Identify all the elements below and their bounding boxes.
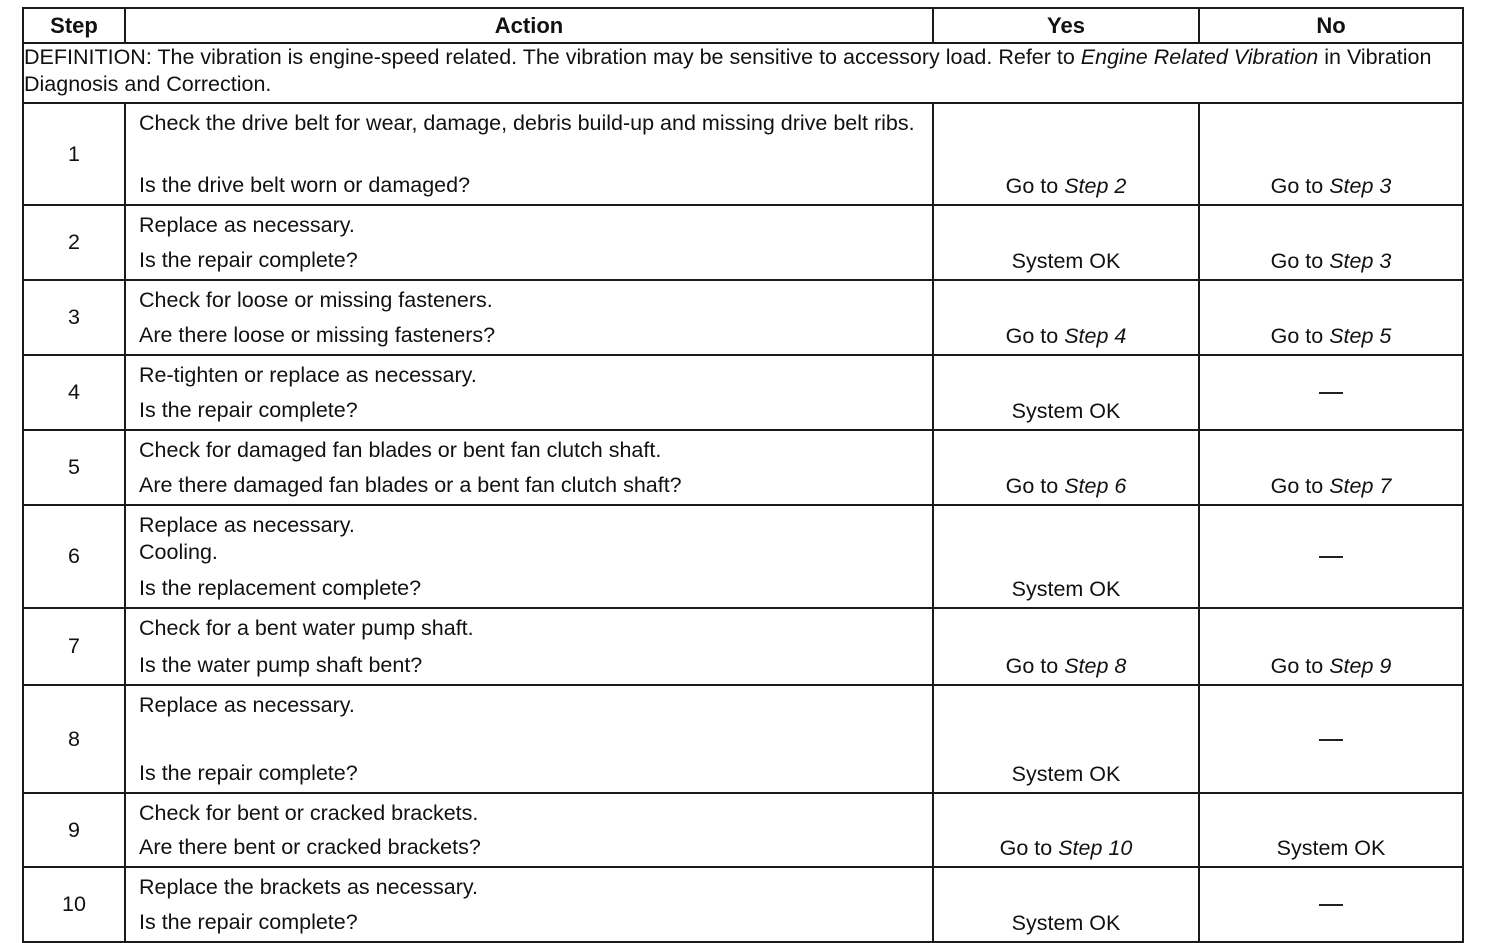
table-row: [23, 280, 1463, 355]
no-step-reference: Step 9: [1329, 654, 1392, 678]
action-question: Is the repair complete?: [139, 398, 358, 422]
action-cell: [125, 430, 933, 505]
no-result: [1199, 608, 1463, 685]
table-row: [23, 685, 1463, 793]
step-number: 8: [23, 685, 125, 793]
action-text: Check for a bent water pump shaft.: [139, 616, 474, 640]
yes-result: [933, 505, 1199, 608]
yes-result-text: Go to: [1005, 474, 1065, 498]
header-no: No: [1199, 8, 1463, 43]
table-row: [23, 430, 1463, 505]
header-row: [23, 8, 1463, 43]
yes-result: [933, 793, 1199, 867]
yes-result: [933, 867, 1199, 942]
no-result: [1199, 867, 1463, 942]
action-question: Are there loose or missing fasteners?: [139, 323, 496, 347]
action-cell: [125, 867, 933, 942]
dash-mark: [1319, 556, 1343, 558]
table-row: [23, 505, 1463, 608]
no-result-text: Go to: [1270, 174, 1330, 198]
no-result-text: Go to: [1270, 474, 1330, 498]
definition-text-end: in Vibration Diagnosis and Correction.: [24, 45, 1432, 96]
yes-result-text: Go to: [1005, 174, 1065, 198]
table-row: [23, 103, 1463, 205]
action-text: Check for loose or missing fasteners.: [139, 288, 493, 312]
step-number: 7: [23, 608, 125, 685]
step-number: 5: [23, 430, 125, 505]
action-cell: [125, 205, 933, 280]
definition-text: DEFINITION: The vibration is engine-speed related. The vibration may be sensitive to accessory load. Refer to: [24, 45, 1081, 69]
no-step-reference: Step 3: [1329, 249, 1392, 273]
yes-step-reference: Step 2: [1064, 174, 1127, 198]
step-rows: [23, 103, 1463, 942]
yes-result: [933, 280, 1199, 355]
action-text: Check for bent or cracked brackets.: [139, 801, 479, 825]
no-result: [1199, 793, 1463, 867]
dash-mark: [1319, 739, 1343, 741]
no-result-text: System OK: [1276, 836, 1386, 860]
yes-result: [933, 103, 1199, 205]
yes-result: [933, 355, 1199, 430]
header-yes: Yes: [933, 8, 1199, 43]
action-cell: [125, 685, 933, 793]
action-text: Re-tighten or replace as necessary.: [139, 363, 477, 387]
yes-result-text: Go to: [1005, 324, 1065, 348]
definition-row: [23, 43, 1463, 103]
action-cell: [125, 280, 933, 355]
step-number: 6: [23, 505, 125, 608]
definition-cell: [23, 43, 1463, 103]
yes-result-text: System OK: [1011, 762, 1121, 786]
action-text: Replace the brackets as necessary.: [139, 875, 478, 899]
no-result-text: Go to: [1270, 324, 1330, 348]
action-text: Replace as necessary.: [139, 213, 355, 237]
no-step-reference: Step 7: [1329, 474, 1392, 498]
table-row: [23, 608, 1463, 685]
no-result: [1199, 280, 1463, 355]
action-text: Replace as necessary. Cooling.: [139, 513, 355, 564]
no-step-reference: Step 3: [1329, 174, 1392, 198]
table-row: [23, 355, 1463, 430]
no-result: [1199, 205, 1463, 280]
table-row: [23, 793, 1463, 867]
yes-result: [933, 608, 1199, 685]
yes-result: [933, 685, 1199, 793]
yes-result: [933, 205, 1199, 280]
action-cell: [125, 355, 933, 430]
header-step: Step: [23, 8, 125, 43]
action-cell: [125, 505, 933, 608]
step-number: 10: [23, 867, 125, 942]
no-result-text: Go to: [1270, 249, 1330, 273]
no-result: [1199, 103, 1463, 205]
no-result: [1199, 685, 1463, 793]
table-row: [23, 205, 1463, 280]
step-number: 4: [23, 355, 125, 430]
action-question: Is the repair complete?: [139, 248, 358, 272]
action-question: Is the repair complete?: [139, 910, 358, 934]
action-cell: [125, 608, 933, 685]
action-question: Is the water pump shaft bent?: [139, 653, 423, 677]
action-question: Is the drive belt worn or damaged?: [139, 173, 471, 197]
action-text: Replace as necessary.: [139, 693, 355, 717]
yes-result-text: System OK: [1011, 249, 1121, 273]
yes-result-text: System OK: [1011, 577, 1121, 601]
action-question: Are there damaged fan blades or a bent fan clutch shaft?: [139, 473, 682, 497]
action-question: Are there bent or cracked brackets?: [139, 835, 481, 859]
yes-step-reference: Step 6: [1064, 474, 1127, 498]
yes-result: [933, 430, 1199, 505]
dash-mark: [1319, 904, 1343, 906]
no-result-text: Go to: [1270, 654, 1330, 678]
yes-step-reference: Step 8: [1064, 654, 1127, 678]
no-result: [1199, 430, 1463, 505]
action-question: Is the replacement complete?: [139, 576, 422, 600]
table-row: [23, 867, 1463, 942]
action-text: Check the drive belt for wear, damage, debris build-up and missing drive belt ribs.: [139, 111, 915, 135]
yes-result-text: System OK: [1011, 911, 1121, 935]
dash-mark: [1319, 392, 1343, 394]
no-step-reference: Step 5: [1329, 324, 1392, 348]
yes-result-text: Go to: [999, 836, 1059, 860]
action-text: Check for damaged fan blades or bent fan clutch shaft.: [139, 438, 662, 462]
header-action: Action: [125, 8, 933, 43]
yes-result-text: Go to: [1005, 654, 1065, 678]
definition-reference: Engine Related Vibration: [1080, 45, 1319, 69]
yes-step-reference: Step 4: [1064, 324, 1127, 348]
no-result: [1199, 505, 1463, 608]
step-number: 2: [23, 205, 125, 280]
diagnostic-table: [22, 7, 1464, 943]
step-number: 1: [23, 103, 125, 205]
yes-result-text: System OK: [1011, 399, 1121, 423]
step-number: 3: [23, 280, 125, 355]
action-question: Is the repair complete?: [139, 761, 358, 785]
yes-step-reference: Step 10: [1058, 836, 1133, 860]
action-cell: [125, 103, 933, 205]
action-cell: [125, 793, 933, 867]
no-result: [1199, 355, 1463, 430]
step-number: 9: [23, 793, 125, 867]
